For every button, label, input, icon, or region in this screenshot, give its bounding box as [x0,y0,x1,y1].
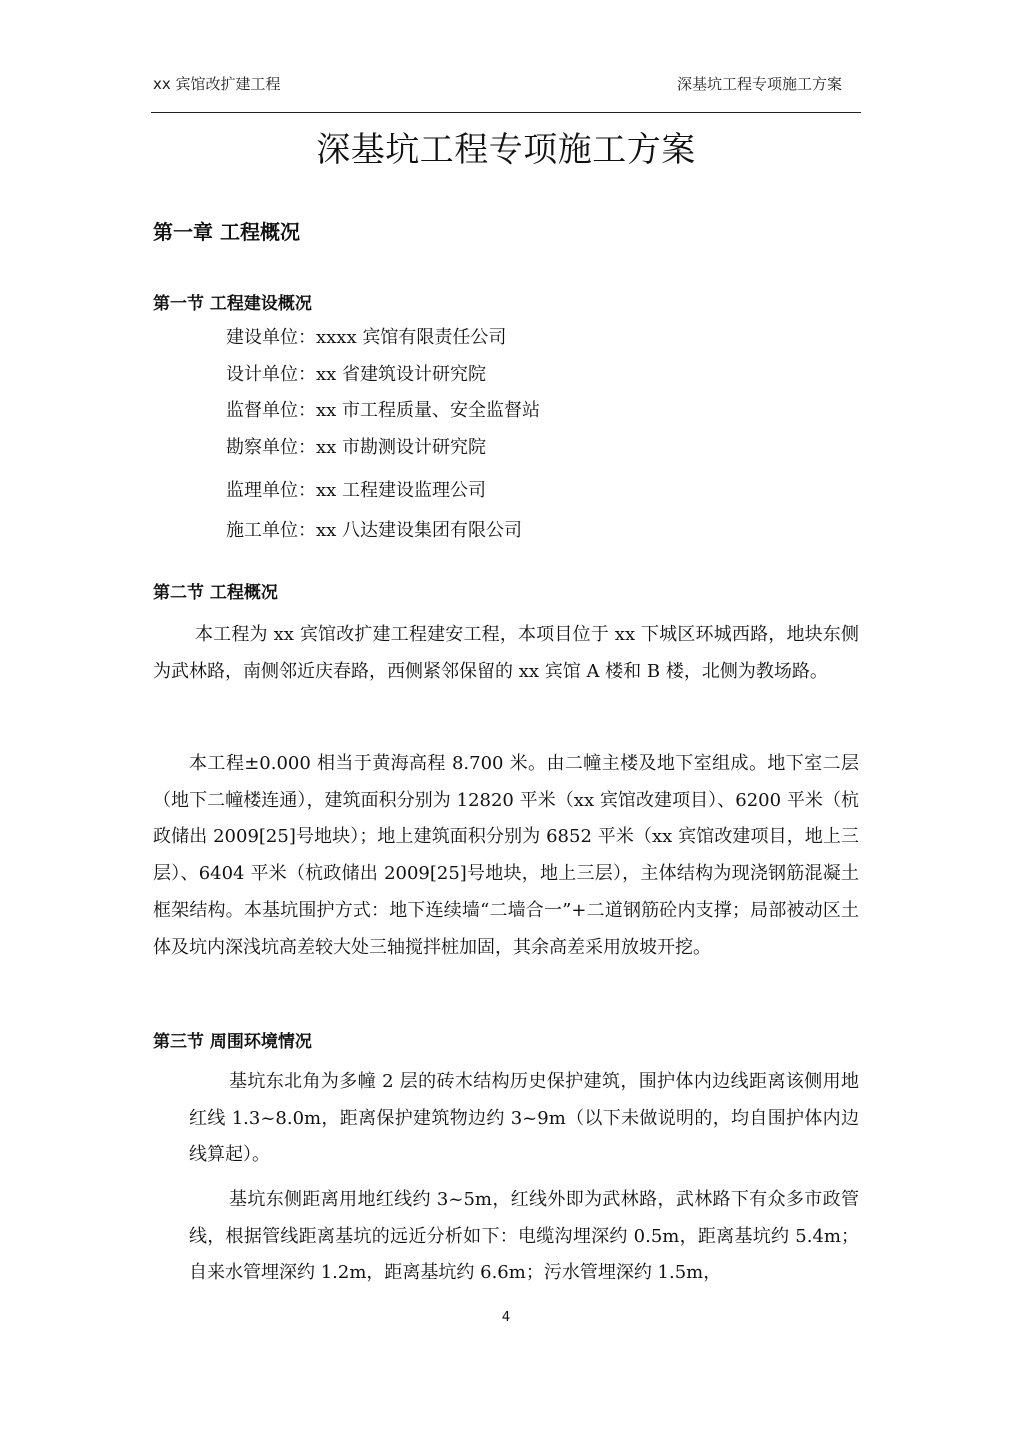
unit-contractor: 施工单位：xx 八达建设集团有限公司 [226,520,523,541]
section-2-heading: 第二节 工程概况 [153,583,278,603]
section-3-heading: 第三节 周围环境情况 [153,1032,312,1052]
document-title: 深基坑工程专项施工方案 [316,130,696,170]
unit-construction: 建设单位：xxxx 宾馆有限责任公司 [226,327,507,348]
section-1-heading: 第一节 工程建设概况 [153,294,312,314]
page-number: 4 [501,1310,511,1325]
unit-supervision: 监督单位：xx 市工程质量、安全监督站 [226,400,541,421]
unit-survey: 勘察单位：xx 市勘测设计研究院 [226,437,487,458]
unit-monitoring: 监理单位：xx 工程建设监理公司 [226,480,487,501]
page-header-left: xx 宾馆改扩建工程 [153,75,281,93]
section-2-paragraph-1: 本工程为 xx 宾馆改扩建工程建安工程，本项目位于 xx 下城区环城西路，地块东侧为武林路，南侧邻近庆春路，西侧紧邻保留的 xx 宾馆 A 楼和 B 楼，北侧为教场路。 [153,624,859,682]
section-3-paragraph-1: 基坑东北角为多幢 2 层的砖木结构历史保护建筑，围护体内边线距离该侧用地红线 1.3~8.0m，距离保护建筑物边约 3~9m（以下未做说明的，均自围护体内边线算起）。 [189,1071,859,1166]
chapter-heading: 第一章 工程概况 [153,220,300,244]
unit-design: 设计单位：xx 省建筑设计研究院 [226,364,487,385]
section-2-paragraph-2: 本工程±0.000 相当于黄海高程 8.700 米。由二幢主楼及地下室组成。地下室二层（地下二幢楼连通），建筑面积分别为 12820 平米（xx 宾馆改建项目）、6200 平米（杭政储出 2009[25]号地块）；地上建筑面积分别为 6852 平米（xx 宾馆改建项目，地上三层）、6404 平米（杭政储出 2009[25]号地块，地上三层），主体结构为现浇钢筋混凝土框架结构。本基坑围护方式：地下连续墙“二墙合一”+二道钢筋砼内支撑；局部被动区土体及坑内深浅坑高差较大处三轴搅拌桩加固，其余高差采用放坡开挖。 [153,753,859,958]
page-header-right: 深基坑工程专项施工方案 [676,75,842,93]
section-3-paragraph-2: 基坑东侧距离用地红线约 3~5m，红线外即为武林路，武林路下有众多市政管线，根据管线距离基坑的远近分析如下：电缆沟埋深约 0.5m，距离基坑约 5.4m；自来水管埋深约 1.2m，距离基坑约 6.6m；污水管埋深约 1.5m， [189,1189,859,1284]
header-rule [151,112,861,113]
